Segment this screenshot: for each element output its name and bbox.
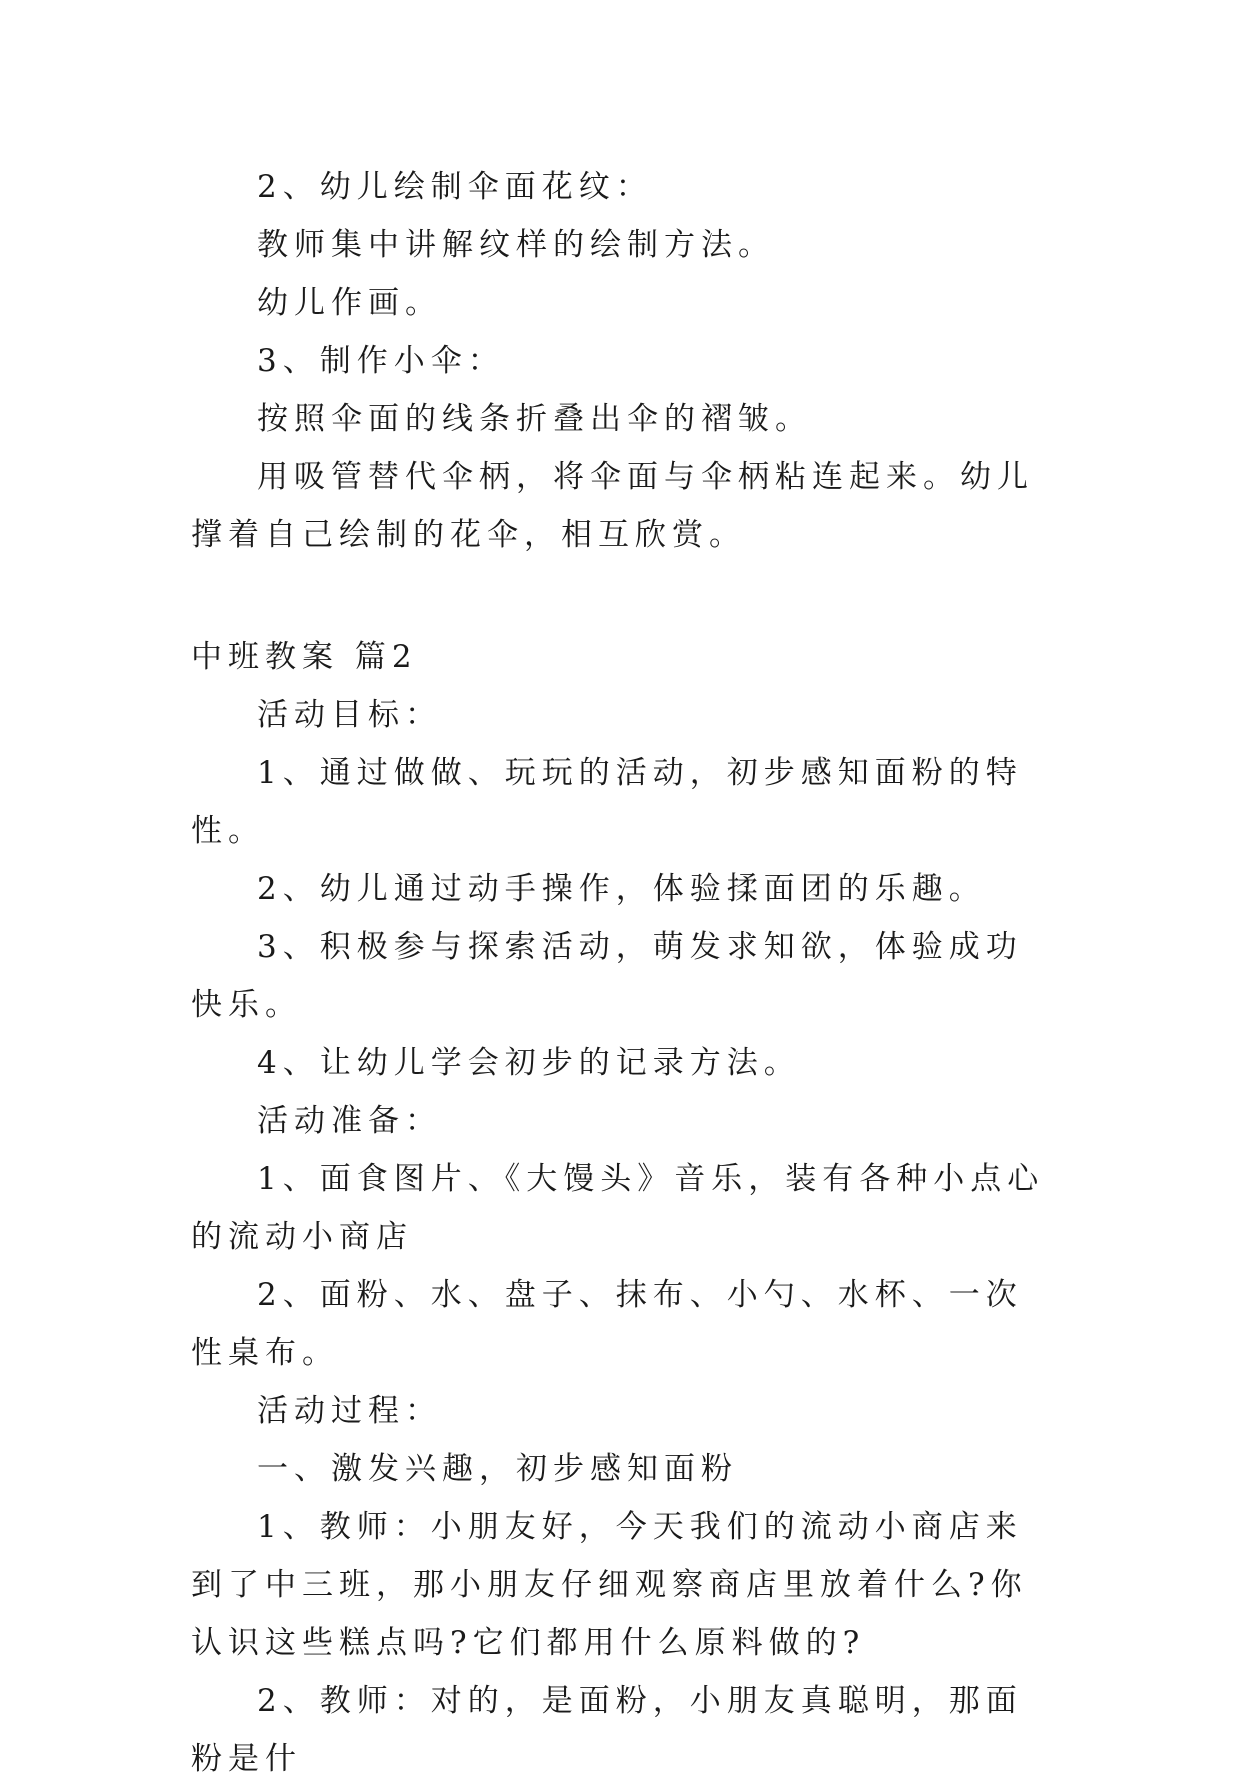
paragraph: 1、教师：小朋友好，今天我们的流动小商店来到了中三班，那小朋友仔细观察商店里放着什么?你认识这些糕点吗?它们都用什么原料做的? [191, 1509, 1028, 1661]
paragraph: 教师集中讲解纹样的绘制方法。 [257, 227, 775, 263]
paragraph: 用吸管替代伞柄，将伞面与伞柄粘连起来。幼儿撑着自己绘制的花伞，相互欣赏。 [191, 459, 1034, 553]
paragraph: 一、激发兴趣，初步感知面粉 [257, 1451, 738, 1487]
section-heading: 中班教案 篇2 [191, 639, 418, 675]
paragraph: 1、通过做做、玩玩的活动，初步感知面粉的特性。 [191, 755, 1023, 849]
paragraph: 1、面食图片、《大馒头》音乐，装有各种小点心的流动小商店 [191, 1161, 1045, 1255]
paragraph: 按照伞面的线条折叠出伞的褶皱。 [257, 401, 812, 437]
paragraph: 2、面粉、水、盘子、抹布、小勺、水杯、一次性桌布。 [191, 1277, 1023, 1371]
section-1 [191, 158, 1053, 564]
paragraph: 活动过程： [257, 1393, 442, 1429]
document-body [191, 158, 1053, 1788]
paragraph: 2、幼儿通过动手操作，体验揉面团的乐趣。 [257, 871, 986, 907]
paragraph: 幼儿作画。 [257, 285, 442, 321]
paragraph: 活动准备： [257, 1103, 442, 1139]
paragraph: 3、积极参与探索活动，萌发求知欲，体验成功快乐。 [191, 929, 1023, 1023]
paragraph: 3、制作小伞： [257, 343, 505, 379]
section-2 [191, 628, 1053, 1788]
paragraph: 活动目标： [257, 697, 442, 733]
paragraph: 4、让幼儿学会初步的记录方法。 [257, 1045, 801, 1081]
paragraph: 2、幼儿绘制伞面花纹： [257, 169, 653, 205]
paragraph: 2、教师：对的，是面粉，小朋友真聪明，那面粉是什 [191, 1683, 1023, 1777]
